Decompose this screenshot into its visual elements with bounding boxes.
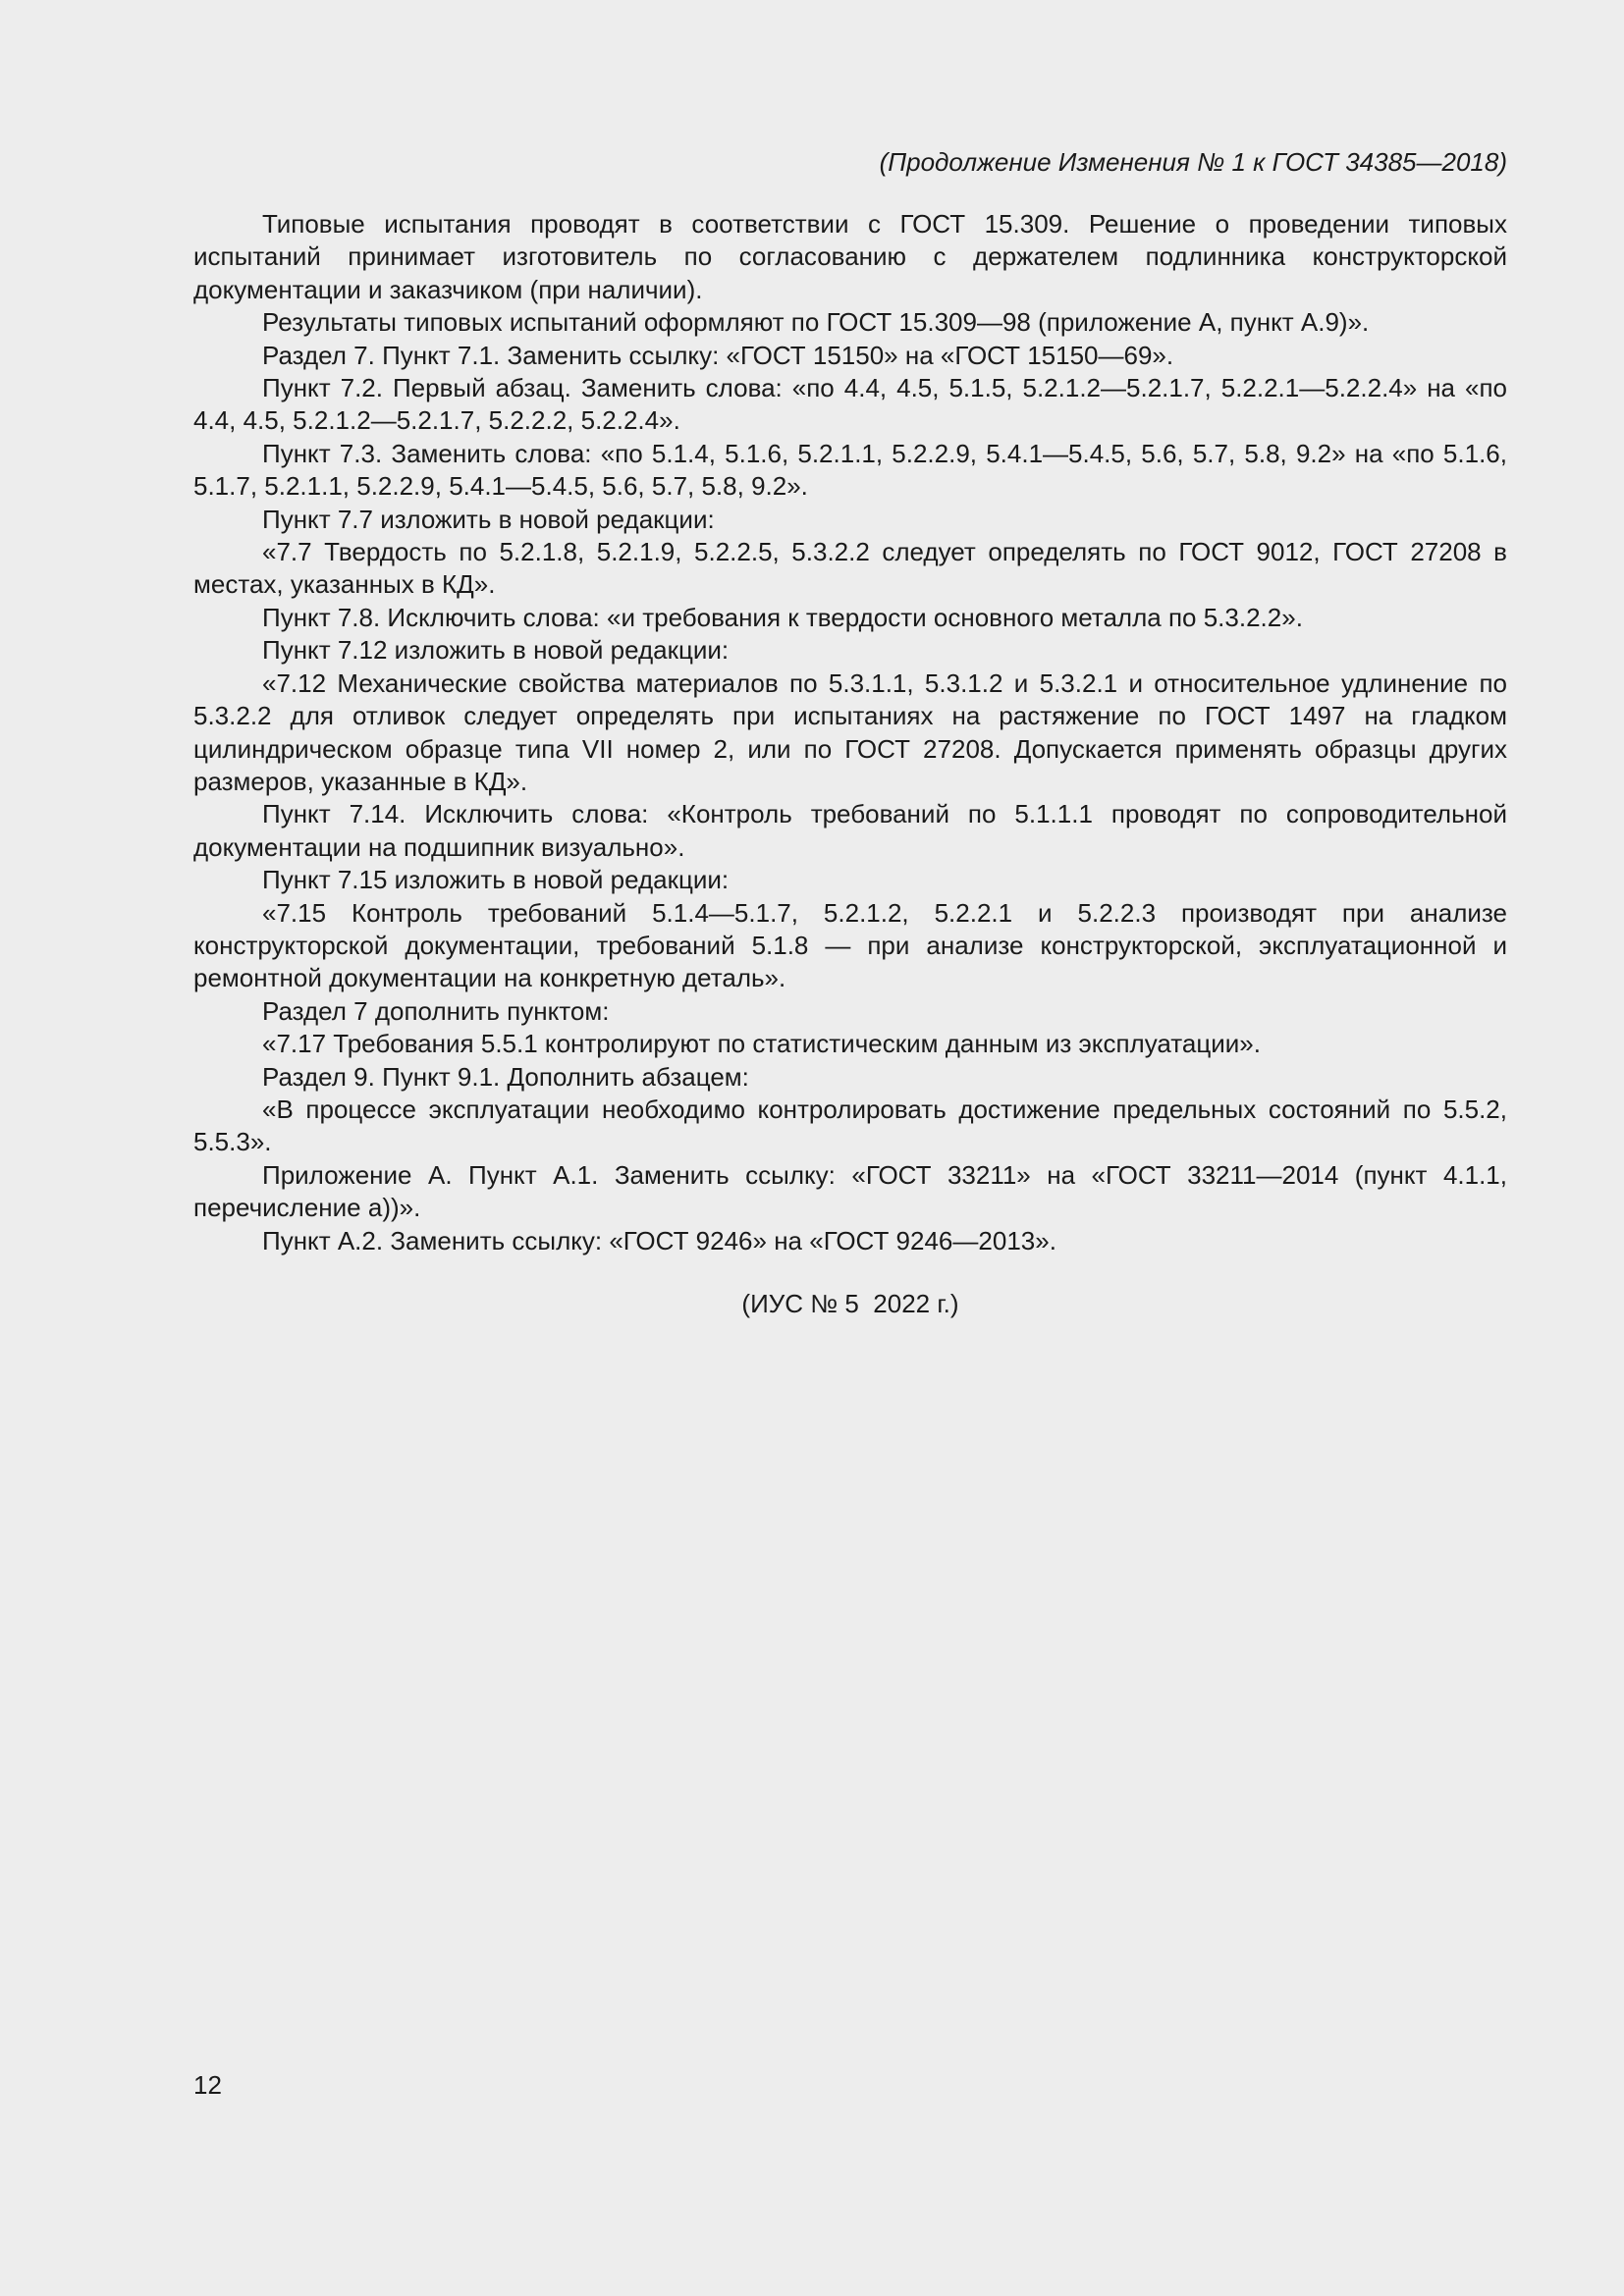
publication-note: (ИУС № 5 2022 г.) xyxy=(741,1289,959,1318)
paragraph-item-7-14: Пункт 7.14. Исключить слова: «Контроль требований по 5.1.1.1 проводят по сопроводительной документации на подшипник визуально». xyxy=(193,799,1507,862)
paragraph-appendix-a-1: Приложение А. Пункт А.1. Заменить ссылку: «ГОСТ 33211» на «ГОСТ 33211—2014 (пункт 4.1.1, перечисление а))». xyxy=(193,1159,1507,1223)
running-header: (Продолжение Изменения № 1 к ГОСТ 34385—2018) xyxy=(879,147,1507,177)
paragraph-type-tests: Типовые испытания проводят в соответствии с ГОСТ 15.309. Решение о проведении типовых испытаний принимает изготовитель по согласованию с держателем подлинника конструкторской документации и заказчиком (при наличии). xyxy=(193,209,1507,304)
paragraph-item-7-15-intro: Пункт 7.15 изложить в новой редакции: xyxy=(262,865,730,895)
paragraph-type-test-results: Результаты типовых испытаний оформляют по ГОСТ 15.309—98 (приложение А, пункт А.9)». xyxy=(262,307,1370,338)
page-number: 12 xyxy=(193,2070,222,2100)
paragraph-item-7-7-intro: Пункт 7.7 изложить в новой редакции: xyxy=(262,504,715,534)
paragraph-item-9-1: Раздел 9. Пункт 9.1. Дополнить абзацем: xyxy=(262,1061,749,1092)
paragraph-section-7-addition: Раздел 7 дополнить пунктом: xyxy=(262,995,610,1026)
paragraph-item-7-12-text: «7.12 Механические свойства материалов по 5.3.1.1, 5.3.1.2 и 5.3.2.1 и относительное удлинение по 5.3.2.2 для отливок следует определять при испытаниях на растяжение по ГОСТ 1497 на гладком цилиндрическом образце типа VII номер 2, или по ГОСТ 27208. Допускается применять образцы других размеров, указанные в КД». xyxy=(193,667,1507,796)
paragraph-item-7-2: Пункт 7.2. Первый абзац. Заменить слова: «по 4.4, 4.5, 5.1.5, 5.2.1.2—5.2.1.7, 5.2.2.1—5.2.2.4» на «по 4.4, 4.5, 5.2.1.2—5.2.1.7, 5.2.2.2, 5.2.2.4». xyxy=(193,373,1507,436)
paragraph-item-7-7-text: «7.7 Твердость по 5.2.1.8, 5.2.1.9, 5.2.2.5, 5.3.2.2 следует определять по ГОСТ 9012, ГОСТ 27208 в местах, указанных в КД». xyxy=(193,537,1507,600)
paragraph-item-7-3: Пункт 7.3. Заменить слова: «по 5.1.4, 5.1.6, 5.2.1.1, 5.2.2.9, 5.4.1—5.4.5, 5.6, 5.7, 5.8, 9.2» на «по 5.1.6, 5.1.7, 5.2.1.1, 5.2.2.9, 5.4.1—5.4.5, 5.6, 5.7, 5.8, 9.2». xyxy=(193,438,1507,502)
paragraph-appendix-a-2: Пункт А.2. Заменить ссылку: «ГОСТ 9246» на «ГОСТ 9246—2013». xyxy=(262,1225,1056,1255)
document-body xyxy=(193,208,1507,1257)
paragraph-item-7-17-text: «7.17 Требования 5.5.1 контролируют по статистическим данным из эксплуатации». xyxy=(262,1029,1261,1059)
paragraph-item-7-12-intro: Пункт 7.12 изложить в новой редакции: xyxy=(262,635,730,666)
paragraph-item-7-1: Раздел 7. Пункт 7.1. Заменить ссылку: «ГОСТ 15150» на «ГОСТ 15150—69». xyxy=(262,340,1174,370)
paragraph-item-7-8: Пункт 7.8. Исключить слова: «и требования к твердости основного металла по 5.3.2.2». xyxy=(262,602,1303,632)
paragraph-item-9-1-text: «В процессе эксплуатации необходимо контролировать достижение предельных состояний по 5.5.2, 5.5.3». xyxy=(193,1094,1507,1157)
paragraph-item-7-15-text: «7.15 Контроль требований 5.1.4—5.1.7, 5.2.1.2, 5.2.2.1 и 5.2.2.3 производят при анализе конструкторской документации, требований 5.1.8 — при анализе конструкторской, эксплуатационной и ремонтной документации на конкретную деталь». xyxy=(193,897,1507,993)
